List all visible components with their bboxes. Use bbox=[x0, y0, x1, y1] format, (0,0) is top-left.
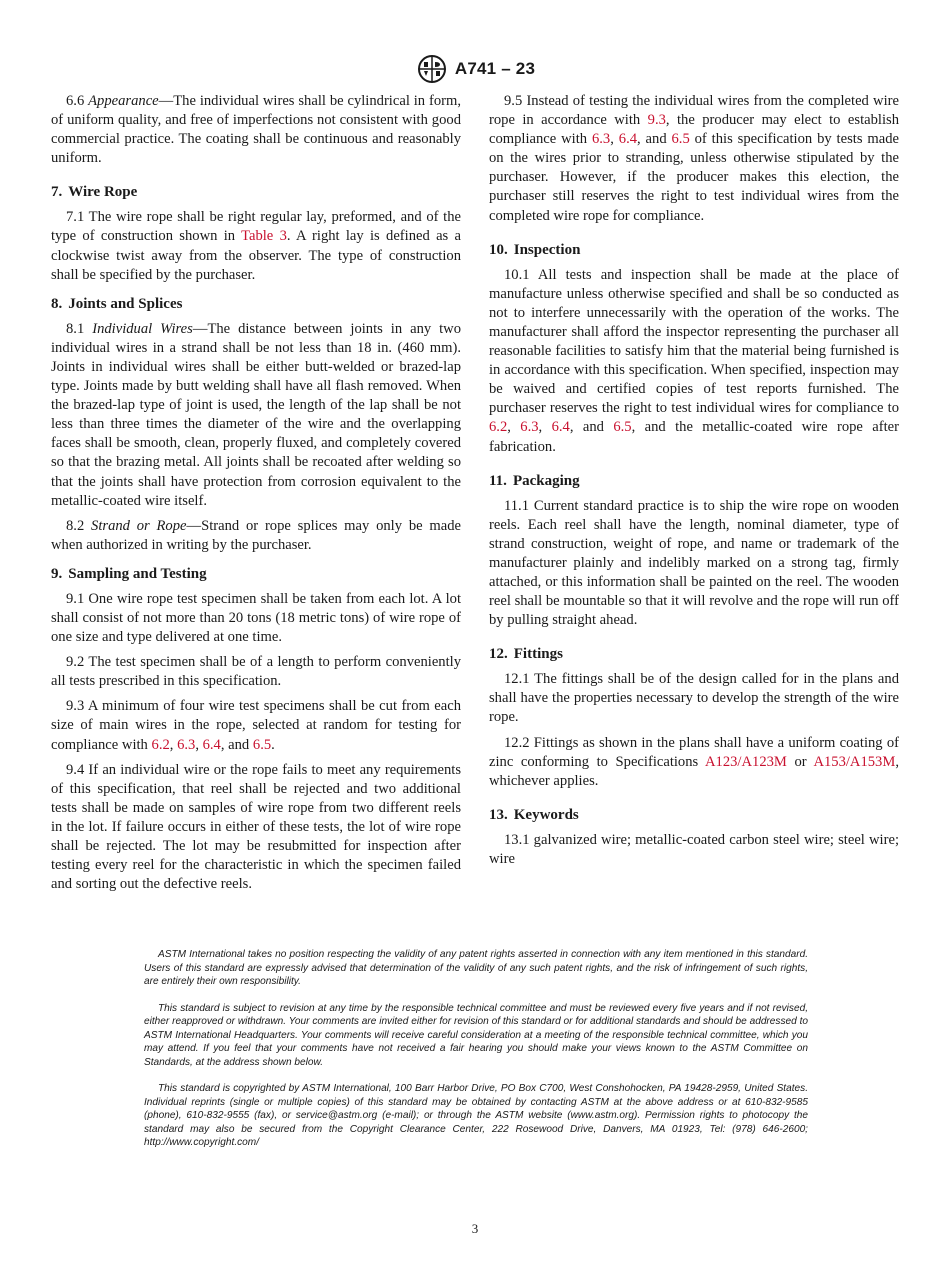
paragraph-12-1: 12.1 The fittings shall be of the design called for in the plans and shall have the properties necessary to develop the strength of the wire rope. bbox=[489, 671, 899, 726]
paragraph-9-5: 9.5 Instead of testing the individual wires from the completed wire rope in accordance with 9.3, the producer may elect to establish compliance with 6.3, 6.4, and 6.5 of this specification by tests made on the wires prior to stranding, unless otherwise stipulated by the purchaser. However, if the producer makes this election, the purchaser still reserves the right to test individual wires from the completed wire rope for compliance. bbox=[489, 93, 900, 224]
table-3-link[interactable]: Table 3 bbox=[241, 228, 287, 245]
paragraph-7-1: 7.1 The wire rope shall be right regular lay, preformed, and of the type of construction shown in Table 3. A right lay is defined as a clockwise twist away from the observer. The type of construction shall be specified by the purchaser. bbox=[51, 209, 461, 283]
ref-link-a123[interactable]: A123/A123M bbox=[705, 753, 787, 770]
section-heading-7: 7. Wire Rope bbox=[51, 184, 138, 201]
astm-logo-icon bbox=[415, 54, 449, 84]
page-number: 3 bbox=[471, 1221, 479, 1236]
ref-link-6-4[interactable]: 6.4 bbox=[618, 131, 638, 148]
paragraph-6-6: 6.6 Appearance—The individual wires shall be cylindrical in form, of uniform quality, and free of imperfections not consistent with good commercial practice. The coating shall be continuous and reasonably uniform. bbox=[51, 93, 462, 167]
copyright-notice: This standard is copyrighted by ASTM International, 100 Barr Harbor Drive, PO Box C700, West Conshohocken, PA 19428-2959, United States. Individual reprints (single or multiple copies) of this standard may be obtained by contacting ASTM at the above address or at 610-832-9585 (phone), 610-832-9555 (fax), or service@astm.org (e-mail); or through the ASTM website (www.astm.org). Permission rights to photocopy the standard may also be secured from the Copyright Clearance Center, 222 Rosewood Drive, Danvers, MA 01923, Tel: (978) 646-2600; http://www.copyright.com/ bbox=[144, 1083, 808, 1148]
revision-notice: This standard is subject to revision at any time by the responsible technical committee and must be reviewed every five years and if not revised, either reapproved or withdrawn. Your comments are invited either for revision of this standard or for additional standards and should be addressed to ASTM International Headquarters. Your comments will receive careful consideration at a meeting of the responsible technical committee, which you may attend. If you feel that your comments have not received a fair hearing you should make your views known to the ASTM Committee on Standards, at the address shown below. bbox=[144, 1002, 808, 1068]
right-column bbox=[489, 92, 899, 875]
ref-link-6-5[interactable]: 6.5 bbox=[671, 131, 690, 148]
ref-link-6-4[interactable]: 6.4 bbox=[202, 736, 221, 753]
paragraph-9-4: 9.4 If an individual wire or the rope fails to meet any requirements of this specification, that reel shall be rejected and two additional tests shall be made on samples of wire rope from two different reels in the lot. If failure occurs in either of these tests, the lot of wire rope shall be rejected. The lot may be resubmitted for inspection after testing every reel for the characteristic in which the specimen failed and sorting out the defective reels. bbox=[51, 761, 461, 893]
astm-notices bbox=[144, 948, 808, 1163]
paragraph-8-2: 8.2 Strand or Rope—Strand or rope splices may only be made when authorized in writing by the purchaser. bbox=[51, 517, 461, 553]
section-heading-12: 12. Fittings bbox=[489, 646, 563, 663]
ref-link-6-5[interactable]: 6.5 bbox=[613, 419, 632, 436]
paragraph-9-2: 9.2 The test specimen shall be of a length to perform conveniently all tests prescribed in this specification. bbox=[51, 654, 461, 690]
paragraph-10-1: 10.1 All tests and inspection shall be made at the place of manufacture unless otherwise specified and shall be so conducted as not to interfere unnecessarily with the operation of the works. The manufacturer shall afford the inspector representing the purchaser all reasonable facilities to satisfy him that the material being furnished is in accordance with this specification. When specified, inspection may be waived and certified copies of test reports furnished. The purchaser reserves the right to test individual wires for compliance to 6.2, 6.3, 6.4, and 6.5, and the metallic-coated wire rope after fabrication. bbox=[489, 266, 900, 455]
ref-link-6-4[interactable]: 6.4 bbox=[551, 419, 570, 436]
paragraph-8-1: 8.1 Individual Wires—The distance between joints in any two individual wires in a strand shall be not less than 18 in. (460 mm). Joints in individual wires shall be either butt-welded or brazed-lap type. Joints made by butt welding shall have all flash removed. When the brazed-lap type of joint is used, the length of the lap shall be not less than three times the diameter of the wire and the overlapping faces shall be smooth, clean, properly fluxed, and completely covered so that the brazing metal. All joints shall be recoated after welding so that the joints shall have protection from corrosion equivalent to the metallic-coated wire itself. bbox=[51, 320, 461, 509]
ref-link-6-3[interactable]: 6.3 bbox=[591, 131, 611, 148]
paragraph-12-2: 12.2 Fittings as shown in the plans shall have a uniform coating of zinc conforming to Specifications A123/A123M or A153/A153M, whichever applies. bbox=[489, 734, 899, 789]
patent-notice: ASTM International takes no position respecting the validity of any patent rights asserted in connection with any item mentioned in this standard. Users of this standard are expressly advised that determination of the validity of any such patent rights, and the risk of infringement of such rights, are entirely their own responsibility. bbox=[144, 949, 808, 987]
document-designation: A741 – 23 bbox=[454, 59, 536, 78]
ref-link-6-3[interactable]: 6.3 bbox=[520, 419, 539, 436]
paragraph-9-3: 9.3 A minimum of four wire test specimens shall be cut from each size of main wires in the rope, selected at random for testing for compliance with 6.2, 6.3, 6.4, and 6.5. bbox=[51, 698, 461, 753]
ref-link-a153[interactable]: A153/A153M bbox=[813, 753, 896, 770]
section-heading-9: 9. Sampling and Testing bbox=[51, 565, 207, 582]
ref-link-6-5[interactable]: 6.5 bbox=[252, 736, 272, 753]
page-header bbox=[0, 54, 950, 84]
section-heading-13: 13. Keywords bbox=[489, 806, 579, 823]
section-heading-10: 10. Inspection bbox=[489, 241, 581, 258]
ref-link-6-2[interactable]: 6.2 bbox=[489, 419, 508, 436]
ref-link-6-3[interactable]: 6.3 bbox=[177, 736, 196, 753]
left-column bbox=[51, 92, 461, 900]
paragraph-13-1: 13.1 galvanized wire; metallic-coated carbon steel wire; steel wire; wire bbox=[489, 831, 899, 867]
paragraph-9-1: 9.1 One wire rope test specimen shall be taken from each lot. A lot shall consist of not more than 20 tons (18 metric tons) of wire rope of one size and type delivered at one time. bbox=[51, 590, 461, 646]
ref-link-9-3[interactable]: 9.3 bbox=[647, 112, 666, 129]
section-heading-8: 8. Joints and Splices bbox=[51, 295, 183, 312]
ref-link-6-2[interactable]: 6.2 bbox=[151, 736, 170, 753]
section-heading-11: 11. Packaging bbox=[489, 472, 580, 489]
paragraph-11-1: 11.1 Current standard practice is to ship the wire rope on wooden reels. Each reel shall have the length, nominal diameter, type of strand construction, weight of rope, and name or trademark of the manufacturer plainly and indelibly marked on a strong tag, firmly attached, or this information shall be painted on the reel. The wooden reel shall be mountable so that it will revolve and the rope will run off by pulling straight ahead. bbox=[489, 497, 899, 629]
